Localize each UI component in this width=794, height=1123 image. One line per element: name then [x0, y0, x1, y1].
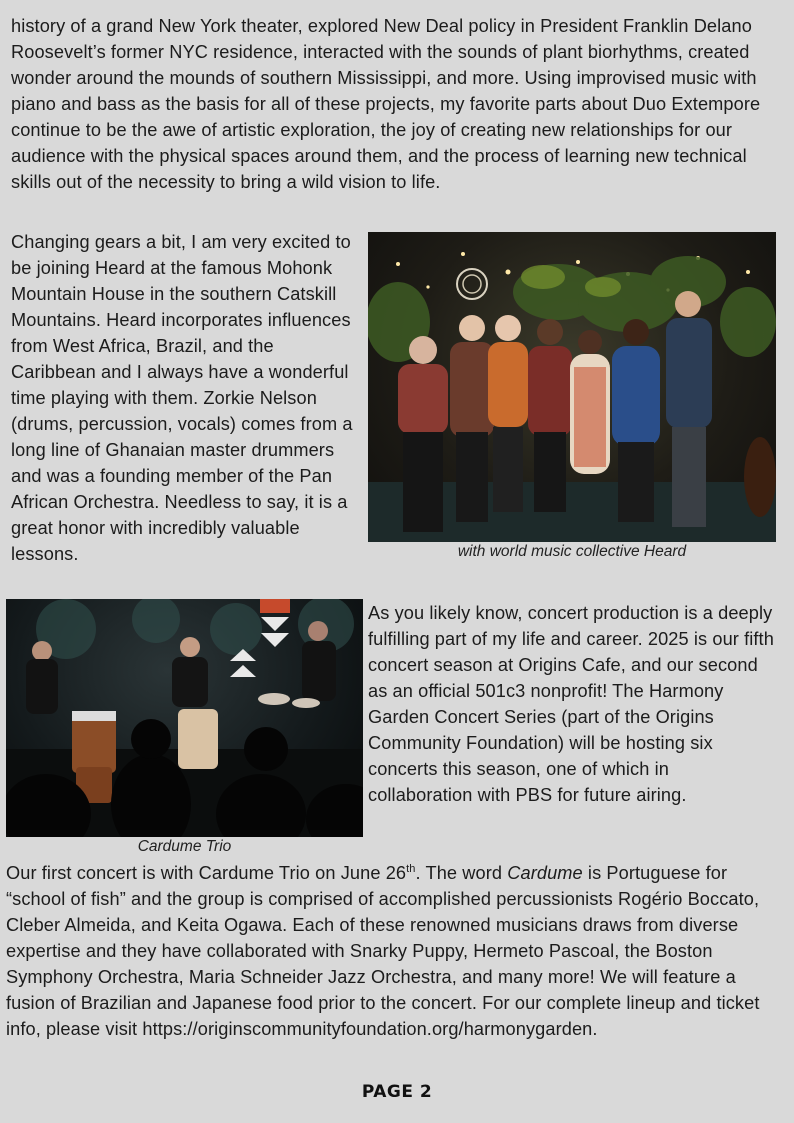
paragraph-heard: Changing gears a bit, I am very excited to be joining Heard at the famous Mohonk Mountain House in the southern Catskill Mountains. Heard incorporates influences from West Africa, Brazil, and the Caribbean and I always have a wonderful time playing with them. Zorkie Nelson (drums, percussion, vocals) comes from a long line of Ghanaian master drummers and was a founding member of the Pan African Orchestra. Needless to say, it is a great honor with incredibly valuable lessons.: [11, 232, 353, 564]
caption-heard: with world music collective Heard: [457, 543, 687, 560]
emphasis-cardume: Cardume: [507, 863, 583, 883]
text-segment: . The word: [415, 863, 508, 883]
text-segment: Our first concert is with Cardume Trio on June 26: [6, 863, 407, 883]
photo-heard-group: [368, 232, 776, 542]
page-number: PAGE 2: [361, 1082, 433, 1102]
paragraph-concert-production: As you likely know, concert production is a deeply fulfilling part of my life and career. 2025 is our fifth concert season at Origins Cafe, and our second as an official 501c3 nonprofit! The Harmony Garden Concert Series (part of the Origins Community Foundation) will be hosting six concerts this season, one of which in collaboration with PBS for future airing.: [368, 603, 774, 805]
photo-cardume-trio: [6, 599, 363, 837]
text-segment: is Portuguese for “school of fish” and the group is comprised of accomplished percussionists Rogério Boccato, Cleber Almeida, and Keita Ogawa. Each of these renowned musicians draws from diverse expertise and they have collaborated with Snarky Puppy, Hermeto Pascoal, the Boston Symphony Orchestra, Maria Schneider Jazz Orchestra, and many more! We will feature a fusion of Brazilian and Japanese food prior to the concert. For our complete lineup and ticket info, please visit https://originscommunityfoundation.org/harmonygarden.: [6, 863, 760, 1039]
caption-cardume: Cardume Trio: [137, 838, 232, 855]
paragraph-cardume-concert: [6, 860, 786, 1042]
paragraph-duo-extempore: history of a grand New York theater, explored New Deal policy in President Franklin Delano Roosevelt’s former NYC residence, interacted with the sounds of plant biorhythms, created wonder around the mounds of southern Mississippi, and more. Using improvised music with piano and bass as the basis for all of these projects, my favorite parts about Duo Extempore continue to be the awe of artistic exploration, the joy of creating new relationships for our audience with the physical spaces around them, and the process of learning new technical skills out of the necessity to bring a wild vision to life.: [11, 16, 761, 192]
ordinal-suffix: th: [406, 862, 416, 875]
